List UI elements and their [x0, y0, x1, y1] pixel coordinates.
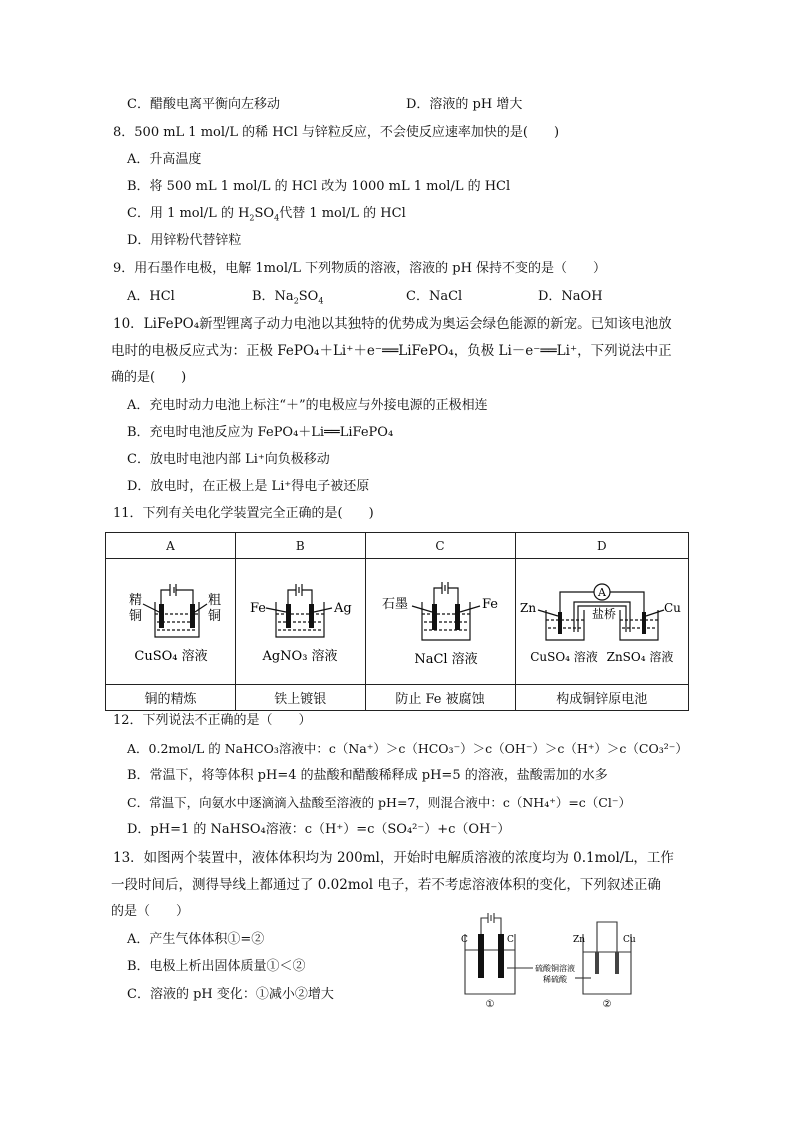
q10-stem-line3: 确的是( ) [111, 370, 187, 385]
q8-option-b: B．将 500 mL 1 mol/L 的 HCl 改为 1000 mL 1 mol/L 的 HCl [127, 179, 511, 194]
q11-figure-d [515, 559, 689, 685]
q13-option-c: C．溶液的 pH 变化：①减小②增大 [127, 987, 334, 1002]
ammeter-label: A [597, 585, 606, 599]
fig-b-right-label: Ag [334, 600, 352, 616]
q11-caption-c: 防止 Fe 被腐蚀 [365, 685, 515, 711]
q10-option-a: A．充电时动力电池上标注“＋”的电极应与外接电源的正极相连 [127, 398, 488, 413]
q9-option-b: B．$Na_2SO_4$ [252, 289, 324, 306]
q11-caption-d: 构成铜锌原电池 [515, 685, 689, 711]
electrolysis-cell-c-diagram [366, 562, 514, 682]
q10-stem-line2: 电时的电极反应式为：正极 FePO₄＋Li⁺＋e⁻══LiFePO₄，负极 Li－e⁻══Li⁺，下列说法中正 [111, 343, 672, 359]
salt-bridge-label: 盐桥 [591, 606, 616, 621]
q11-header-a: A [106, 533, 236, 559]
q13-stem-line2: 一段时间后，测得导线上都通过了 0.02mol 电子，若不考虑溶液体积的变化，下列叙述正确 [111, 877, 661, 893]
q10-option-d: D．放电时，在正极上是 Li⁺得电子被还原 [127, 479, 370, 494]
fig-d-solution2-label: ZnSO₄ 溶液 [606, 649, 674, 664]
q10-option-b: B．充电时电池反应为 FePO₄＋Li══LiFePO₄ [127, 425, 394, 440]
cell2-zn-label: Zn [573, 935, 586, 945]
q9-option-d: D．NaOH [538, 289, 603, 304]
fig-d-solution1-label: CuSO₄ 溶液 [529, 649, 598, 664]
q11-caption-a: 铜的精炼 [106, 685, 236, 711]
q8-option-d: D．用锌粉代替锌粒 [127, 233, 242, 248]
cell2-cu-label: Cu [623, 935, 636, 945]
galvanic-cell-d-diagram [516, 562, 688, 682]
q10-stem-line1: 10．LiFePO₄新型锂离子动力电池以其独特的优势成为奥运会绿色能源的新宠。已知该电池放 [113, 316, 672, 332]
q13-stem-line1: 13．如图两个装置中，液体体积均为 200ml，开始时电解质溶液的浓度均为 0.1mol/L，工作 [113, 850, 674, 866]
two-cells-diagram [455, 912, 645, 1012]
q11-figure-a [106, 559, 236, 685]
q11-figure-c [365, 559, 515, 685]
q13-option-b: B．电极上析出固体质量①＜② [127, 959, 306, 974]
cell1-c-right-label: C [507, 935, 514, 945]
cell1-number: ① [485, 999, 495, 1010]
q10-option-c: C．放电时电池内部 Li⁺向负极移动 [127, 452, 330, 467]
q11-header-c: C [365, 533, 515, 559]
q7-option-d: D．溶液的 pH 增大 [406, 97, 523, 112]
electrolysis-cell-a-diagram [107, 562, 235, 682]
q11-apparatus-table [105, 532, 689, 711]
q8-option-c: C．用 1 mol/L 的 $H_2SO_4$代替 1 mol/L 的 HCl [127, 206, 406, 223]
q11-caption-b: 铁上镀银 [236, 685, 366, 711]
fig-d-left-label: Zn [519, 600, 536, 615]
q13-stem-line3: 的是（ ） [111, 904, 190, 919]
fig-a-solution-label: CuSO₄ 溶液 [133, 648, 208, 664]
fig-a-right-label-2: 铜 [207, 608, 221, 624]
q9-option-a: A．HCl [127, 289, 175, 304]
q13-option-a: A．产生气体体积①=② [127, 932, 265, 947]
electrolysis-cell-b-diagram [236, 562, 364, 682]
fig-a-left-label-1: 精 [128, 592, 142, 608]
q11-figure-b [236, 559, 366, 685]
fig-c-right-label: Fe [482, 596, 499, 612]
q12-option-a: A．0.2mol/L 的 NaHCO₃溶液中：c（Na⁺）＞c（HCO₃⁻）＞c（OH⁻）＞c（H⁺）＞c（CO₃²⁻） [127, 741, 688, 756]
fig-a-right-label-1: 粗 [207, 592, 221, 608]
q8-option-a: A．升高温度 [127, 152, 202, 167]
fig-d-right-label: Cu [663, 600, 681, 615]
q7-option-c: C．醋酸电离平衡向左移动 [127, 97, 280, 112]
q12-stem: 12．下列说法不正确的是（ ） [113, 713, 312, 728]
fig-a-left-label-2: 铜 [128, 608, 142, 624]
q12-option-b: B．常温下，将等体积 pH=4 的盐酸和醋酸稀释成 pH=5 的溶液，盐酸需加的水多 [127, 768, 608, 783]
fig-b-solution-label: AgNO₃ 溶液 [262, 648, 338, 664]
cell2-solution-label: 稀硫酸 [543, 975, 567, 984]
fig-b-left-label: Fe [250, 600, 267, 616]
q8-stem: 8．500 mL 1 mol/L 的稀 HCl 与锌粒反应，不会使反应速率加快的是( ) [113, 125, 560, 140]
q12-option-c: C．常温下，向氨水中逐滴滴入盐酸至溶液的 pH=7，则混合液中：c（NH₄⁺）=c（Cl⁻） [127, 795, 631, 810]
q11-header-b: B [236, 533, 366, 559]
q12-option-d: D．pH=1 的 NaHSO₄溶液：c（H⁺）=c（SO₄²⁻）+c（OH⁻） [127, 822, 511, 837]
cell1-solution-label: 硫酸铜溶液 [535, 964, 575, 973]
cell1-c-left-label: C [461, 935, 468, 945]
fig-c-left-label: 石墨 [382, 596, 409, 612]
q11-stem: 11．下列有关电化学装置完全正确的是( ) [113, 506, 374, 521]
q9-stem: 9．用石墨作电极，电解 1mol/L 下列物质的溶液，溶液的 pH 保持不变的是（ ） [113, 261, 607, 276]
fig-c-solution-label: NaCl 溶液 [414, 651, 478, 667]
q11-header-d: D [515, 533, 689, 559]
q13-figure [455, 912, 645, 1016]
q9-option-c: C．NaCl [406, 289, 463, 304]
cell2-number: ② [602, 999, 612, 1010]
